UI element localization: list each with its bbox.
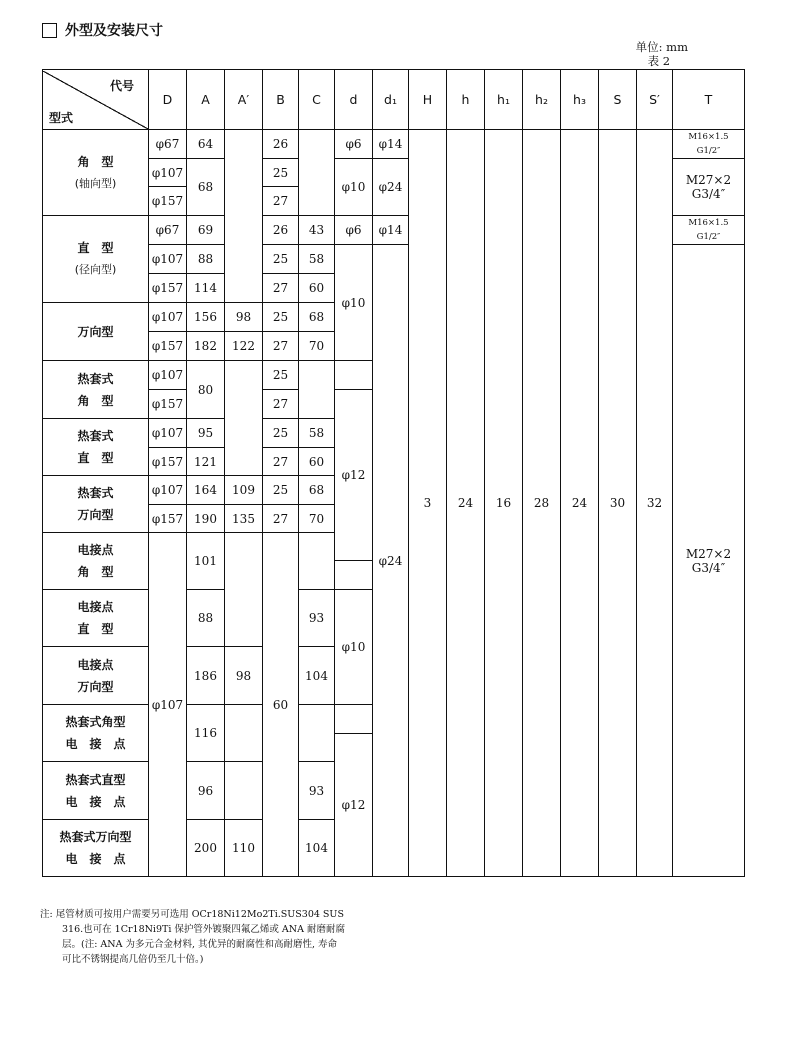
col-h2: h₂: [523, 70, 561, 130]
cell-d1: φ14: [373, 130, 409, 159]
type-electric-universal: 电接点 万向型: [43, 647, 149, 705]
cell-C: 93: [299, 762, 335, 820]
footnote-line: 可比不锈钢提高几倍仍至几十倍。): [62, 954, 204, 965]
cell-A-prime: 122: [225, 332, 263, 361]
footnote-line: 316.也可在 1Cr18Ni9Ti 保护管外镀聚四氟乙烯或 ANA 耐磨耐腐: [62, 924, 345, 935]
cell-C: 43: [299, 216, 335, 245]
footnote-line: 层。(注: ANA 为多元合金材料, 其优异的耐腐性和高耐磨性, 寿命: [62, 939, 338, 950]
cell-C: 68: [299, 476, 335, 505]
cell-A: 190: [187, 505, 225, 533]
cell-C-empty: [299, 130, 335, 216]
cell-D: φ107: [149, 159, 187, 187]
col-h: h: [447, 70, 485, 130]
cell-d1: φ24: [373, 159, 409, 216]
cell-B: 26: [263, 130, 299, 159]
cell-A: 68: [187, 159, 225, 216]
type-sleeve-angle-electric: 热套式角型 电 接 点: [43, 705, 149, 762]
col-H: H: [409, 70, 447, 130]
cell-C: 70: [299, 332, 335, 361]
footnote-line: 注: 尾管材质可按用户需要另可选用 OCr18Ni12Mo2Ti.SUS304 SUS: [40, 909, 344, 920]
cell-D: φ157: [149, 332, 187, 361]
table-header-row: [43, 70, 745, 130]
cell-A: 95: [187, 419, 225, 448]
cell-d: φ10: [335, 245, 373, 361]
cell-A: 101: [187, 533, 225, 590]
cell-A: 80: [187, 361, 225, 419]
cell-C: 104: [299, 820, 335, 877]
cell-C-empty: [299, 361, 335, 419]
col-h3: h₃: [561, 70, 599, 130]
cell-B: 25: [263, 419, 299, 448]
cell-D: φ157: [149, 187, 187, 216]
col-T: T: [673, 70, 745, 130]
cell-D: φ67: [149, 216, 187, 245]
cell-h1: 16: [485, 130, 523, 877]
col-h1: h₁: [485, 70, 523, 130]
type-straight: 直 型 (径向型): [43, 216, 149, 303]
cell-A: 114: [187, 274, 225, 303]
cell-A: 164: [187, 476, 225, 505]
cell-A: 88: [187, 245, 225, 274]
col-S-prime: S′: [637, 70, 673, 130]
cell-B: 27: [263, 332, 299, 361]
cell-A: 182: [187, 332, 225, 361]
cell-T-r23: M27×2 G3/4″: [673, 159, 745, 216]
cell-d: φ10: [335, 159, 373, 216]
col-S: S: [599, 70, 637, 130]
header-diagonal-cell: [43, 70, 149, 130]
cell-A: 200: [187, 820, 225, 877]
cell-d: φ12: [335, 734, 373, 877]
cell-H: 3: [409, 130, 447, 877]
cell-B: 26: [263, 216, 299, 245]
cell-B: 27: [263, 390, 299, 419]
cell-B: 25: [263, 245, 299, 274]
col-C: C: [299, 70, 335, 130]
cell-C: 70: [299, 505, 335, 533]
cell-A: 64: [187, 130, 225, 159]
cell-d1: φ14: [373, 216, 409, 245]
col-B: B: [263, 70, 299, 130]
cell-D: φ107: [149, 361, 187, 390]
cell-A-prime-empty: [225, 533, 263, 647]
cell-B: 27: [263, 448, 299, 476]
cell-B: 27: [263, 187, 299, 216]
cell-A-prime-empty: [225, 361, 263, 476]
cell-D: φ67: [149, 130, 187, 159]
col-d: d: [335, 70, 373, 130]
table-number: 表 2: [647, 54, 671, 68]
cell-A: 116: [187, 705, 225, 762]
cell-d1: φ24: [373, 245, 409, 877]
type-electric-straight: 电接点 直 型: [43, 590, 149, 647]
cell-D: φ107: [149, 419, 187, 448]
cell-B: 25: [263, 361, 299, 390]
cell-C: 60: [299, 274, 335, 303]
cell-T-r1: M16×1.5 G1/2″: [673, 130, 745, 159]
cell-d: φ6: [335, 216, 373, 245]
cell-S: 30: [599, 130, 637, 877]
type-sleeve-straight-electric: 热套式直型 电 接 点: [43, 762, 149, 820]
cell-d: φ6: [335, 130, 373, 159]
cell-D: φ107: [149, 245, 187, 274]
cell-T-r4: M16×1.5 G1/2″: [673, 216, 745, 245]
cell-B: 27: [263, 274, 299, 303]
section-title: [42, 20, 163, 40]
cell-B: 25: [263, 476, 299, 505]
cell-h3: 24: [561, 130, 599, 877]
cell-A-prime: 109: [225, 476, 263, 505]
cell-C: 104: [299, 647, 335, 705]
cell-C-empty: [299, 533, 335, 590]
cell-A: 156: [187, 303, 225, 332]
cell-A: 69: [187, 216, 225, 245]
cell-A: 96: [187, 762, 225, 820]
cell-A-prime: 98: [225, 647, 263, 705]
cell-S-prime: 32: [637, 130, 673, 877]
cell-T-rest: M27×2 G3/4″: [673, 245, 745, 877]
cell-A: 88: [187, 590, 225, 647]
type-sleeve-universal-electric: 热套式万向型 电 接 点: [43, 820, 149, 877]
cell-D: φ107: [149, 476, 187, 505]
type-sleeve-straight: 热套式 直 型: [43, 419, 149, 476]
type-universal: 万向型: [43, 303, 149, 361]
dimension-table: [42, 69, 745, 877]
cell-C: 60: [299, 448, 335, 476]
cell-C-empty: [299, 705, 335, 762]
cell-C: 93: [299, 590, 335, 647]
cell-h2: 28: [523, 130, 561, 877]
unit-label: [636, 40, 688, 68]
header-form: 型式: [49, 110, 74, 125]
cell-D: φ157: [149, 274, 187, 303]
cell-A-prime-empty: [225, 705, 263, 762]
section-title-text: 外型及安装尺寸: [65, 23, 163, 39]
cell-d: φ10: [335, 590, 373, 705]
type-sleeve-universal: 热套式 万向型: [43, 476, 149, 533]
type-angle: 角 型 (轴向型): [43, 130, 149, 216]
cell-B: 25: [263, 159, 299, 187]
cell-h: 24: [447, 130, 485, 877]
col-A-prime: A′: [225, 70, 263, 130]
cell-C: 68: [299, 303, 335, 332]
col-D: D: [149, 70, 187, 130]
cell-d: φ12: [335, 390, 373, 561]
cell-A-prime-empty: [225, 130, 263, 303]
cell-D: φ107: [149, 533, 187, 877]
cell-C: 58: [299, 419, 335, 448]
cell-D: φ157: [149, 448, 187, 476]
checkbox-icon: [42, 23, 57, 38]
cell-A-prime: 110: [225, 820, 263, 877]
cell-D: φ157: [149, 505, 187, 533]
cell-D: φ107: [149, 303, 187, 332]
unit-text: 单位: mm: [635, 40, 688, 54]
cell-C: 58: [299, 245, 335, 274]
cell-B: 25: [263, 303, 299, 332]
cell-B: 27: [263, 505, 299, 533]
type-sleeve-angle: 热套式 角 型: [43, 361, 149, 419]
col-A: A: [187, 70, 225, 130]
cell-A-prime-empty: [225, 762, 263, 820]
header-code: 代号: [109, 78, 134, 93]
cell-A-prime: 98: [225, 303, 263, 332]
footnote: [40, 907, 380, 967]
col-d1: d₁: [373, 70, 409, 130]
type-electric-angle: 电接点 角 型: [43, 533, 149, 590]
cell-D: φ157: [149, 390, 187, 419]
cell-A: 121: [187, 448, 225, 476]
cell-B: 60: [263, 533, 299, 877]
cell-A: 186: [187, 647, 225, 705]
cell-A-prime: 135: [225, 505, 263, 533]
table-row: [43, 130, 745, 159]
